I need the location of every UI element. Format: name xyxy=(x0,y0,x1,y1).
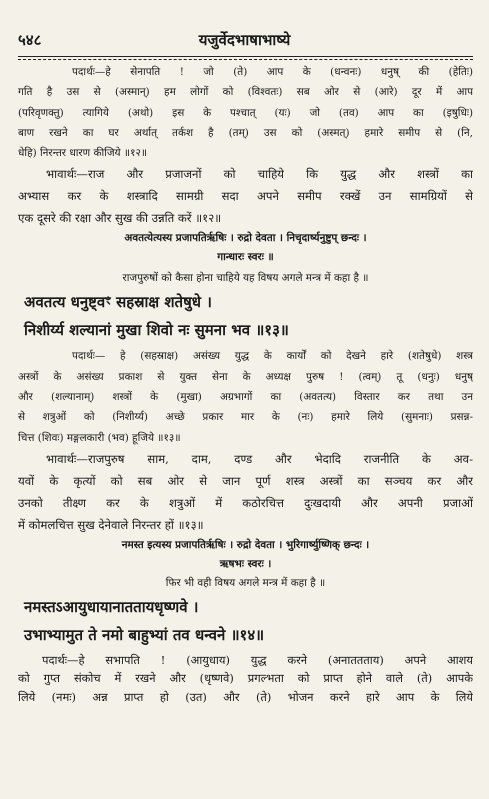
mantra-14 xyxy=(18,593,473,649)
text-line: पदार्थः—हे सेनापति ! जो (ते) आप के (धन्वनः) धनुष् की (हेतिः) xyxy=(72,66,473,78)
padartha-14 xyxy=(18,651,473,707)
page-header xyxy=(0,28,489,54)
bhavartha-13 xyxy=(18,448,473,536)
text-line: अभ्यास कर के शस्त्रादि सामग्री सदा अपने समीप रक्खें उन सामग्रियों से xyxy=(18,189,473,204)
padartha-12 xyxy=(18,62,473,163)
running-title: यजुर्वेदभाषाभाष्ये xyxy=(198,31,291,49)
text-line: और (शल्यानाम्) शस्त्रों के (मुखा) अग्रभागों का (अवतत्य) विस्तार कर तथा उन xyxy=(18,391,473,404)
mantra-line: निशीर्य्य शल्यानां मुखा शिवो नः सुमना भव ॥१३॥ xyxy=(24,321,289,340)
padartha-13 xyxy=(18,346,473,447)
rishi-devata-line: नमस्त इत्यस्य प्रजापतिर्ऋषिः । रुद्रो देवता । भुरिगार्ष्युष्णिक् छन्दः । xyxy=(121,538,370,551)
text-line: भावार्थः—राजपुरुष साम, दाम, दण्ड और भेदादि राजनीति के अव- xyxy=(46,451,473,466)
header-rule-dashed xyxy=(18,59,473,60)
mantra-13 xyxy=(18,288,473,344)
text-line: में कोमलचित्त सुख देनेवाले निरन्तर हों ॥१३॥ xyxy=(18,517,204,532)
page-body xyxy=(18,62,473,706)
text-line: बाण रखने का घर अर्थात् तर्कश है (तम्) उस को (अस्मत्) हमारे समीप से (नि, xyxy=(18,126,473,139)
rishi-devata-line: अवतत्येत्यस्य प्रजापतिर्ऋषिः । रुद्रो देवता । निचृदार्ष्यनुष्टुप् छन्दः । xyxy=(124,232,367,245)
mantra-line: नमस्तऽआयुधायानाततायधृष्णवे । xyxy=(24,597,199,616)
mantra-intro: राजपुरुषों को कैसा होना चाहिये यह विषय अगले मन्त्र में कहा है ॥ xyxy=(122,272,369,285)
text-line: को गुप्त संकोच में रखने और (धृष्णवे) प्रगल्भता को प्राप्त होने वाले (ते) आपके xyxy=(18,671,473,686)
text-line: पदार्थः— हे (सहस्राक्ष) असंख्य युद्ध के कार्यों को देखने हारे (शतेषुधे) शस्त्र xyxy=(72,350,473,363)
text-line: भावार्थः—राज और प्रजाजनों को चाहिये कि युद्ध और शस्त्रों का xyxy=(46,167,473,182)
svara-line: गान्धारः स्वरः ॥ xyxy=(217,251,274,264)
text-line: यवों के कृत्यों को सब ओर से जान पूर्ण शस्त्र अस्त्रों का सञ्चय कर और xyxy=(18,473,473,488)
text-line: पदार्थः—हे सभापति ! (आयुधाय) युद्ध करने (अनाततताय) अपने आशय xyxy=(42,652,473,667)
mantra-intro: फिर भी वही विषय अगले मन्त्र में कहा है ॥ xyxy=(165,576,326,589)
svara-line: ऋषभः स्वरः । xyxy=(219,557,272,570)
header-rule xyxy=(18,56,473,57)
text-line: गति है उस से (अस्मान्) हम लोगों को (विश्वतः) सब ओर से (आरे) दूर में आप xyxy=(18,86,473,99)
text-line: एक दूसरे की रक्षा और सुख की उन्नति करें ॥१२॥ xyxy=(18,211,222,226)
page-number: ५४८ xyxy=(18,31,42,49)
text-line: अस्त्रों के असंख्य प्रकाश से युक्त सेना के अध्यक्ष पुरुष ! (त्वम्) तू (धनुः) धनुष् xyxy=(18,370,473,383)
text-line: लिये (नमः) अन्न प्राप्त हो (उत) और (ते) भोजन करने हारे आप के लिये xyxy=(18,689,473,704)
mantra-line: अवतत्य धनुष्ट्वꣳ सहस्राक्ष शतेषुधे । xyxy=(24,293,212,312)
text-line: उनको तीक्ष्ण कर के शत्रुओं में कठोरचित्त दुःखदायी और अपनी प्रजाओं xyxy=(18,495,473,510)
text-line: से शत्रुओं को (निशीर्य्य) अच्छे प्रकार मार के (नः) हमारे लिये (सुमनाः) प्रसन्न- xyxy=(18,411,473,424)
mantra-line: उभाभ्यामुत ते नमो बाहुभ्यां तव धन्वने ॥१४॥ xyxy=(24,625,265,644)
bhavartha-12 xyxy=(18,163,473,229)
text-line: चित्त (शिवः) मङ्गलकारी (भव) हूजिये ॥१३॥ xyxy=(18,431,181,444)
text-line: धेहि) निरन्तर धारण कीजिये ॥१२॥ xyxy=(18,147,148,160)
text-line: (परिवृणक्तु) त्यागिये (अथो) इस के पश्चात् (यः) जो (तव) आप का (इषुधिः) xyxy=(18,106,473,119)
